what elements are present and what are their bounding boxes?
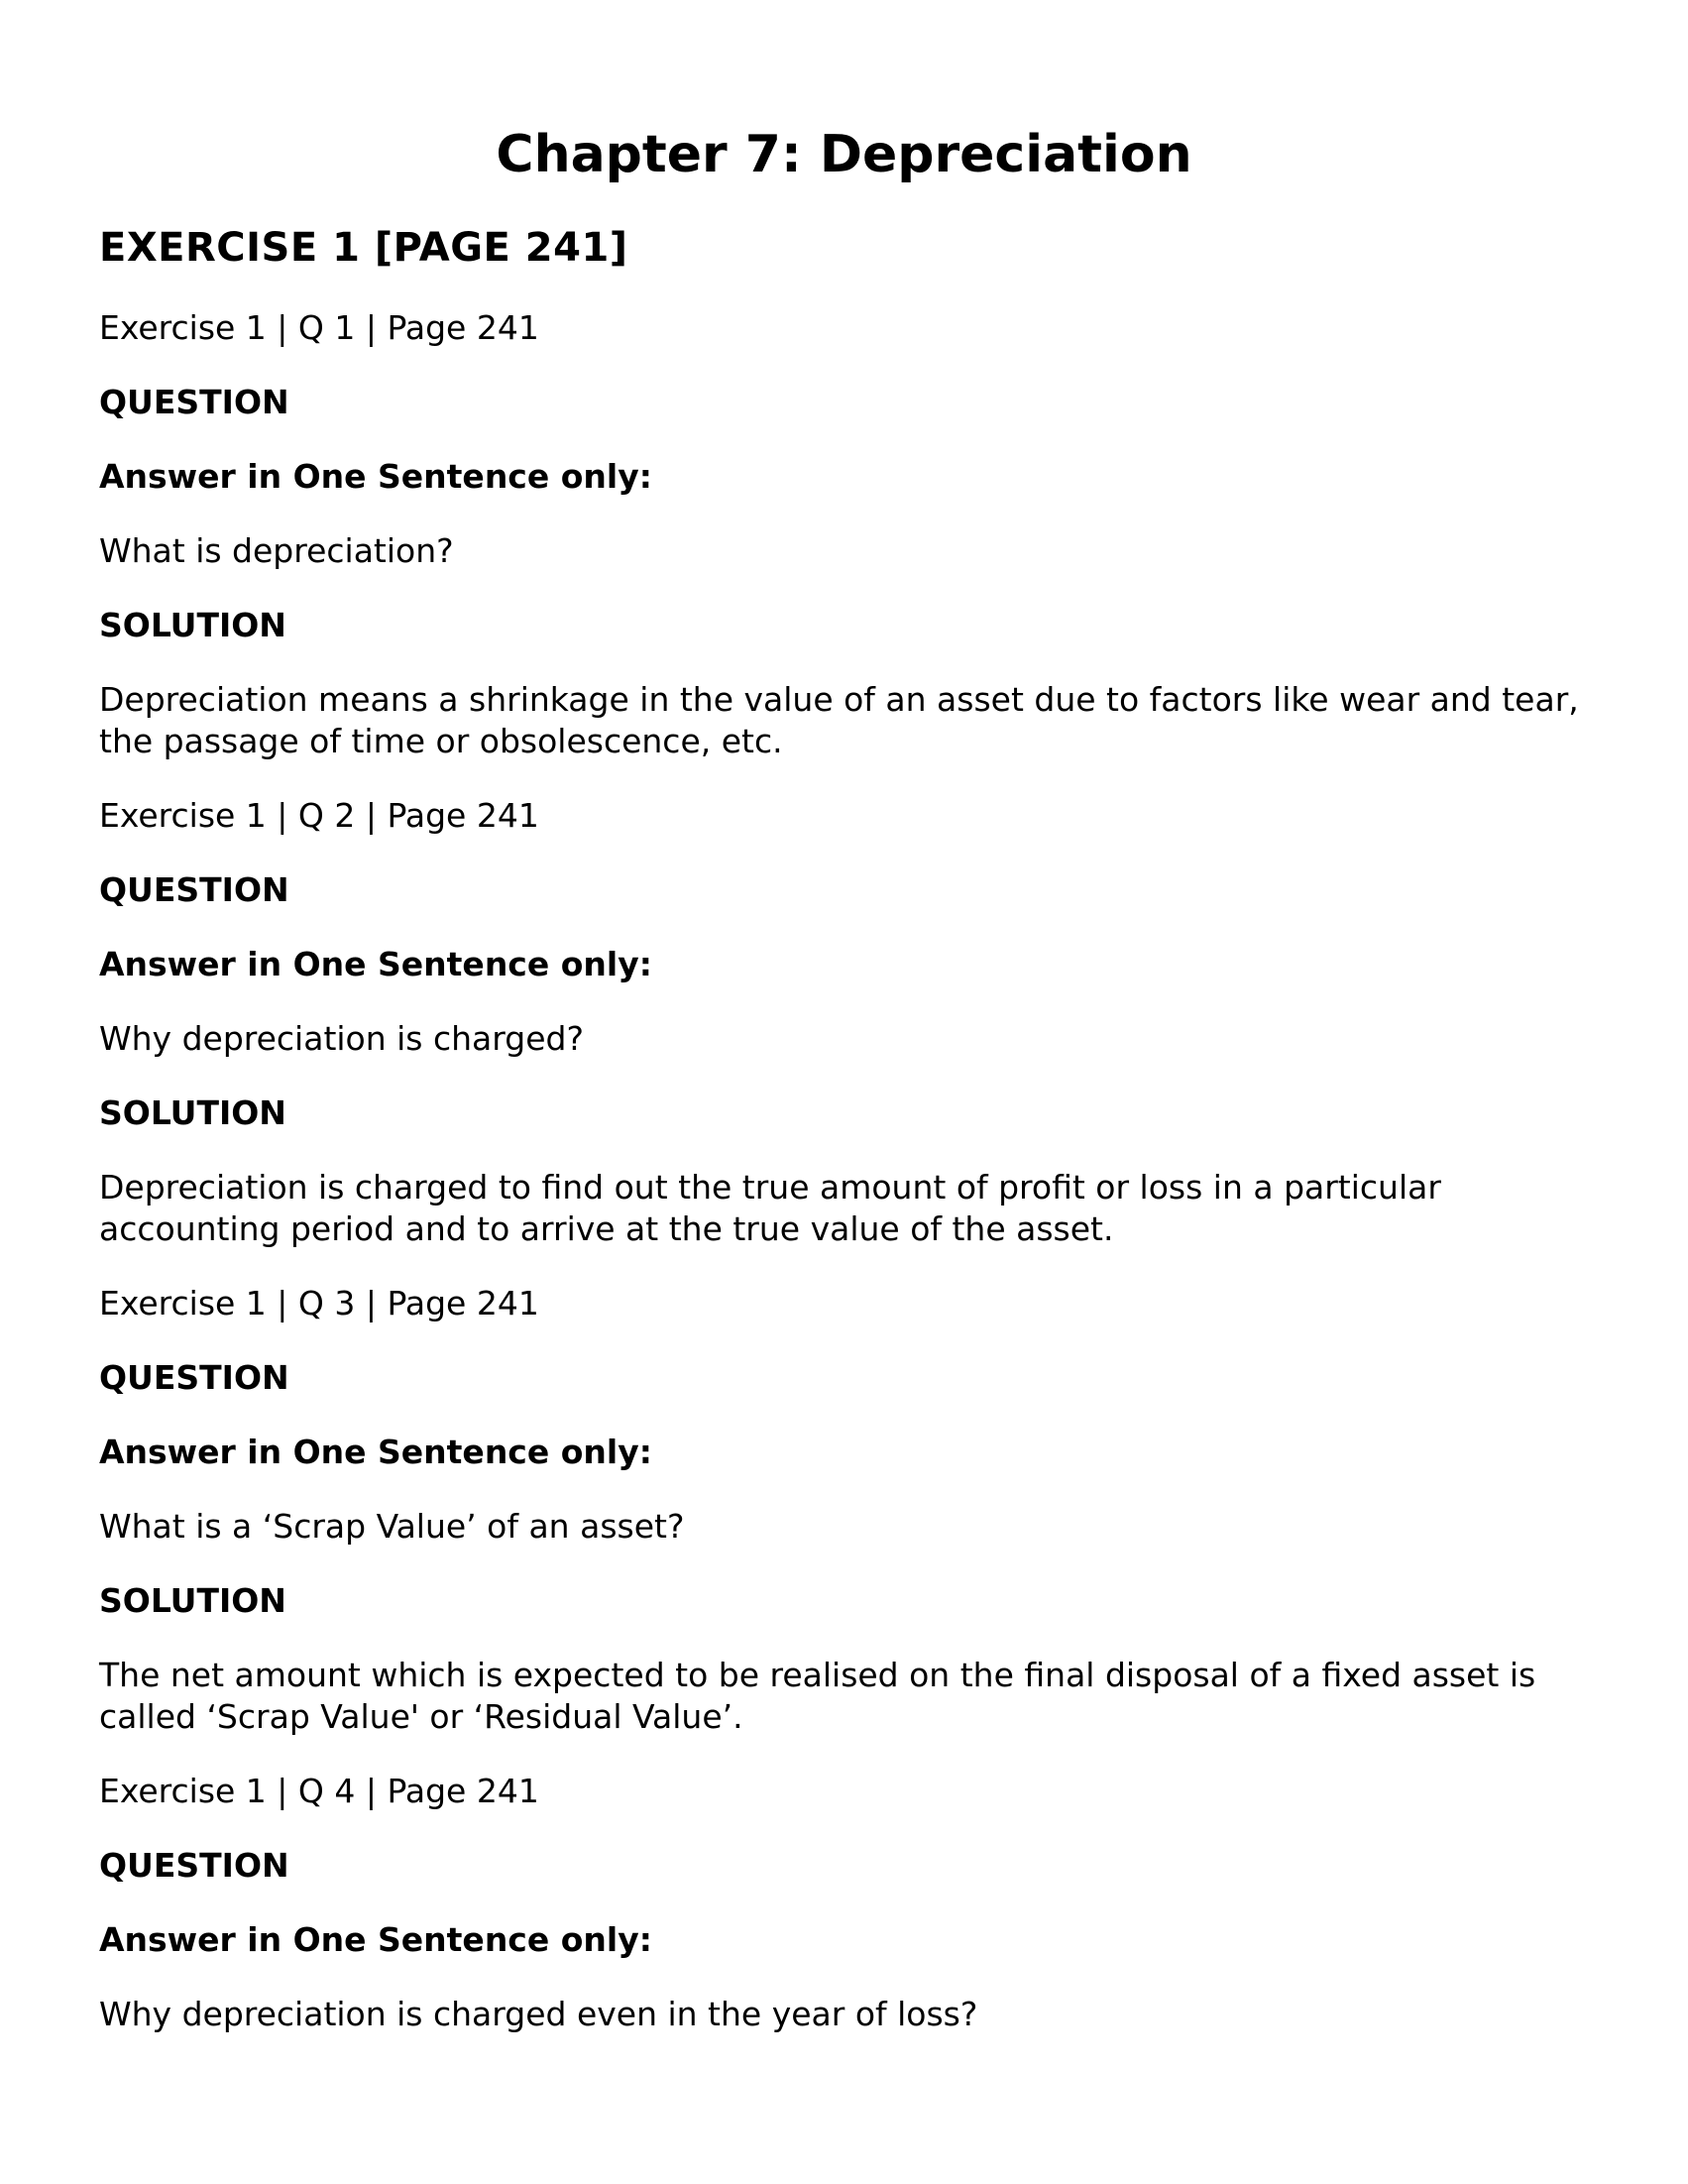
solution-text: Depreciation means a shrinkage in the value of an asset due to factors like wear and tear, the passage of time or obsolescence, etc. (99, 680, 1579, 760)
question-instruction: Answer in One Sentence only: (99, 1920, 652, 1959)
question-reference: Exercise 1 | Q 2 | Page 241 (99, 796, 539, 835)
question-reference: Exercise 1 | Q 4 | Page 241 (99, 1772, 539, 1810)
question-text: What is depreciation? (99, 531, 454, 570)
question-instruction: Answer in One Sentence only: (99, 945, 652, 983)
exercise-content (99, 307, 1586, 2068)
solution-label: SOLUTION (99, 1093, 286, 1132)
question-text: What is a ‘Scrap Value’ of an asset? (99, 1507, 685, 1546)
question-label: QUESTION (99, 1358, 289, 1397)
solution-text: The net amount which is expected to be realised on the final disposal of a fixed asset is called ‘Scrap Value' or ‘Residual Value’. (99, 1656, 1536, 1736)
question-label: QUESTION (99, 383, 289, 421)
question-reference: Exercise 1 | Q 3 | Page 241 (99, 1284, 539, 1322)
solution-label: SOLUTION (99, 606, 286, 644)
question-reference: Exercise 1 | Q 1 | Page 241 (99, 308, 539, 347)
question-label: QUESTION (99, 1846, 289, 1885)
question-text: Why depreciation is charged even in the year of loss? (99, 1995, 978, 2033)
solution-text: Depreciation is charged to find out the true amount of profit or loss in a particular accounting period and to arrive at the true value of the asset. (99, 1168, 1441, 1248)
chapter-title: Chapter 7: Depreciation (496, 125, 1192, 184)
solution-label: SOLUTION (99, 1581, 286, 1620)
question-label: QUESTION (99, 870, 289, 909)
question-instruction: Answer in One Sentence only: (99, 457, 652, 496)
question-text: Why depreciation is charged? (99, 1019, 584, 1058)
exercise-heading: EXERCISE 1 [PAGE 241] (99, 225, 628, 271)
question-instruction: Answer in One Sentence only: (99, 1433, 652, 1471)
